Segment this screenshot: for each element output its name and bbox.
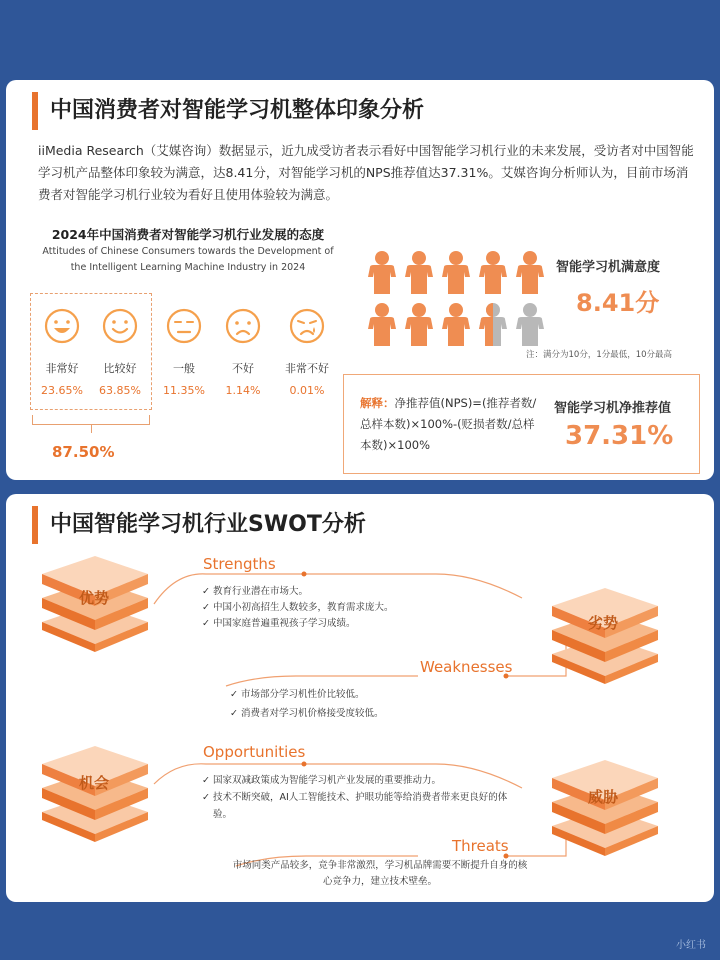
attitude-pct: 63.85% — [99, 384, 141, 397]
threats-text: 市场同类产品较多，竞争非常激烈，学习机品牌需要不断提升自身的核心竞争力，建立技术壁垒。 — [232, 860, 528, 887]
attitude-label: 不好 — [232, 362, 254, 375]
list-item: ✓ 中国小初高招生人数较多，教育需求庞大。 — [202, 602, 394, 613]
strengths-heading: Strengths — [203, 555, 276, 573]
person-icon — [368, 251, 396, 294]
watermark: 小红书 — [676, 940, 706, 951]
list-item: ✓ 教育行业潜在市场大。 — [202, 586, 308, 597]
list-item: ✓ 技术不断突破，AI人工智能技术、护眼功能等给消费者带来更良好的体验。 — [202, 792, 508, 820]
section-title: 中国消费者对智能学习机整体印象分析 — [32, 92, 424, 130]
weaknesses-cube-icon — [546, 584, 664, 684]
attitude-pct: 23.65% — [41, 384, 83, 397]
person-icon — [442, 251, 470, 294]
weaknesses-cn-label: 劣势 — [588, 614, 619, 632]
person-icon — [405, 251, 433, 294]
list-item: ✓ 国家双减政策成为智能学习机产业发展的重要推动力。 — [202, 775, 441, 786]
nps-box — [343, 374, 700, 474]
weaknesses-heading: Weaknesses — [420, 658, 513, 676]
section-title: 中国智能学习机行业SWOT分析 — [32, 506, 366, 544]
opportunities-list — [202, 772, 512, 823]
intro-paragraph: iiMedia Research（艾媒咨询）数据显示，近九成受访者表示看好中国智能学习机行业的未来发展，受访者对中国智能学习机产品整体印象较为满意，达8.41分，对智能学习机的NPS推荐值达37.31%。艾媒咨询分析师认为，目前市场消费者对智能学习机行业较为看好且使用体验较为满意。 — [38, 143, 694, 202]
threats-cn-label: 威胁 — [588, 788, 619, 806]
crying-face-icon — [289, 308, 325, 344]
attitude-label: 一般 — [173, 362, 195, 375]
chart-title-en-line1: Attitudes of Chinese Consumers towards the Development of — [42, 246, 334, 257]
attitude-pct: 0.01% — [289, 384, 325, 397]
weaknesses-list — [230, 685, 383, 723]
nps-label: 智能学习机净推荐值 — [554, 401, 672, 416]
list-item: ✓ 中国家庭普遍重视孩子学习成绩。 — [202, 618, 356, 629]
sad-face-icon — [225, 308, 261, 344]
person-icon — [516, 251, 544, 294]
attitude-very-good — [32, 308, 92, 397]
attitude-good — [90, 308, 150, 397]
attitude-pct: 1.14% — [225, 384, 261, 397]
list-item: ✓ 消费者对学习机价格接受度较低。 — [230, 708, 384, 719]
attitude-neutral — [154, 308, 214, 397]
satisfaction-label: 智能学习机满意度 — [556, 260, 661, 275]
swot-card — [6, 494, 714, 902]
positive-total: 87.50% — [52, 443, 115, 461]
attitude-pct: 11.35% — [163, 384, 205, 397]
attitude-label: 非常好 — [45, 362, 79, 375]
happy-face-icon — [102, 308, 138, 344]
neutral-face-icon — [166, 308, 202, 344]
attitude-very-bad — [277, 308, 337, 397]
strengths-cn-label: 优势 — [79, 589, 110, 607]
very-happy-face-icon — [44, 308, 80, 344]
strengths-list — [202, 584, 393, 632]
satisfaction-score: 8.41分 — [576, 289, 660, 317]
impression-card — [6, 80, 714, 480]
nps-explain-key: 解释： — [360, 396, 395, 410]
person-icon — [368, 303, 396, 346]
nps-explanation — [360, 393, 544, 456]
attitude-bad — [213, 308, 273, 397]
satisfaction-people-chart — [362, 248, 552, 348]
nps-value: 37.31% — [565, 421, 674, 451]
positive-bracket — [32, 415, 150, 425]
list-item: ✓ 市场部分学习机性价比较低。 — [230, 689, 365, 700]
opportunities-heading: Opportunities — [203, 743, 306, 761]
attitude-label: 比较好 — [103, 362, 137, 375]
nps-explain-text: 净推荐值(NPS)=(推荐者数/总样本数)×100%-(贬损者数/总样本数)×100% — [360, 396, 537, 452]
positive-bracket-tick — [91, 425, 92, 433]
person-icon — [405, 303, 433, 346]
chart-title-en-line2: the Intelligent Learning Machine Industry in 2024 — [70, 262, 306, 273]
opportunities-cn-label: 机会 — [79, 774, 110, 792]
person-icon — [479, 251, 507, 294]
person-icon — [442, 303, 470, 346]
person-icon — [516, 303, 544, 346]
chart-title-cn: 2024年中国消费者对智能学习机行业发展的态度 — [51, 227, 325, 242]
attitude-label: 非常不好 — [285, 362, 329, 375]
satisfaction-note: 注：满分为10分，1分最低，10分最高 — [526, 350, 673, 360]
threats-heading: Threats — [452, 837, 509, 855]
